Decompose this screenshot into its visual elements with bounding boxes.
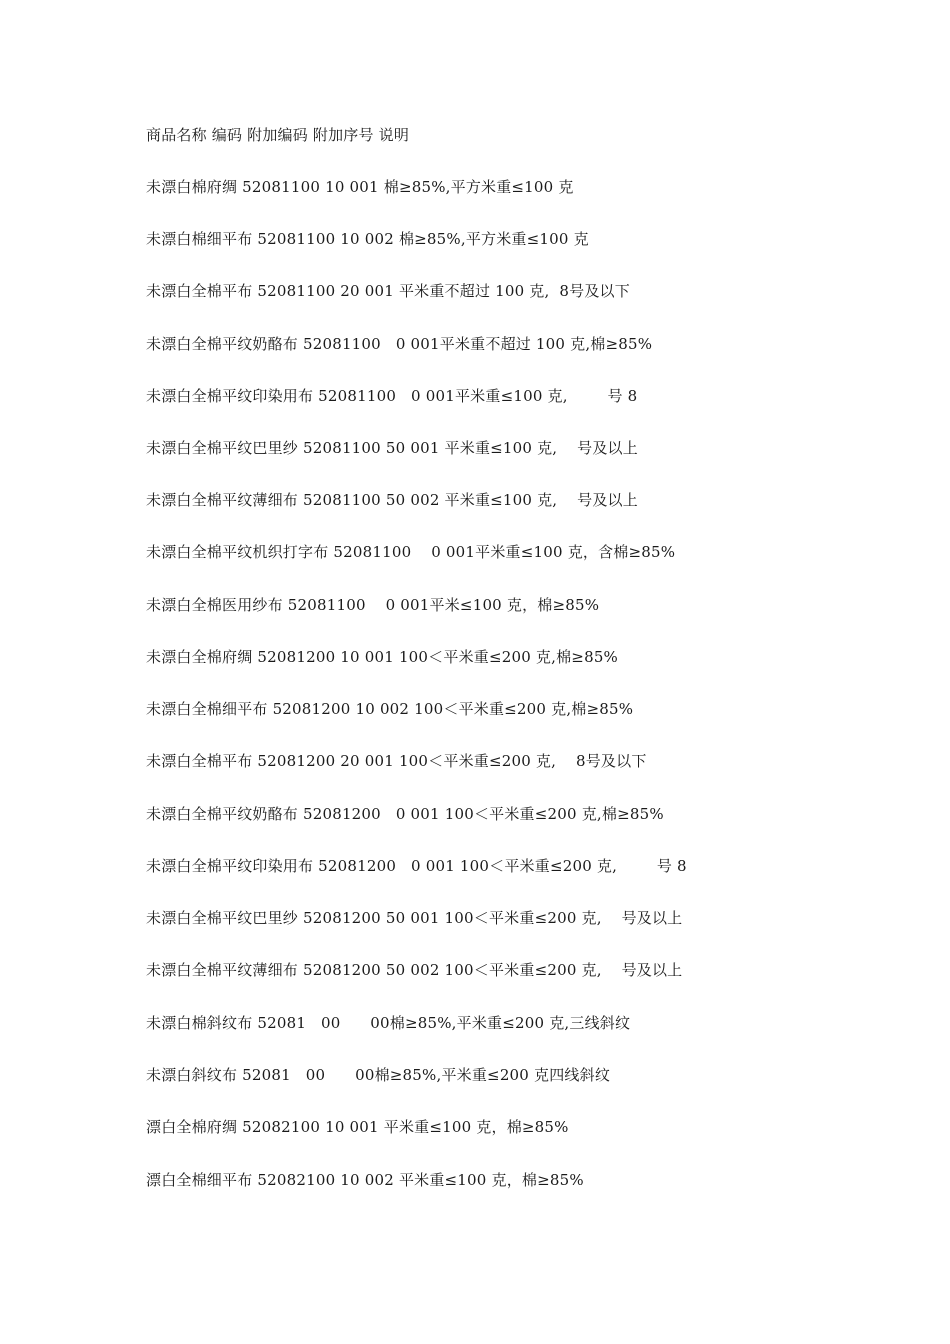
table-row: 未漂白斜纹布 52081 00 00棉≥85%,平米重≤200 克四线斜纹	[146, 1066, 611, 1084]
table-row: 未漂白全棉平纹印染用布 52081100 0 001平米重≤100 克, 号 8	[146, 387, 638, 405]
table-row: 未漂白全棉细平布 52081200 10 002 100＜平米重≤200 克,棉≥85%	[146, 700, 634, 718]
table-row: 未漂白全棉平纹印染用布 52081200 0 001 100＜平米重≤200 克, 号 8	[146, 857, 687, 875]
table-row: 未漂白棉细平布 52081100 10 002 棉≥85%,平方米重≤100 克	[146, 230, 589, 248]
table-row: 未漂白全棉医用纱布 52081100 0 001平米≤100 克，棉≥85%	[146, 596, 600, 614]
table-row: 未漂白棉府绸 52081100 10 001 棉≥85%,平方米重≤100 克	[146, 178, 574, 196]
table-row: 未漂白全棉平布 52081100 20 001 平米重不超过 100 克, 8号及以下	[146, 282, 630, 300]
table-row: 未漂白全棉平布 52081200 20 001 100＜平米重≤200 克, 8号及以下	[146, 752, 647, 770]
table-row: 未漂白全棉平纹薄细布 52081200 50 002 100＜平米重≤200 克, 号及以上	[146, 961, 683, 979]
table-row: 未漂白全棉平纹薄细布 52081100 50 002 平米重≤100 克, 号及以上	[146, 491, 638, 509]
table-row: 漂白全棉府绸 52082100 10 001 平米重≤100 克，棉≥85%	[146, 1118, 569, 1136]
table-row: 漂白全棉细平布 52082100 10 002 平米重≤100 克，棉≥85%	[146, 1171, 584, 1189]
table-row: 未漂白全棉平纹奶酪布 52081100 0 001平米重不超过 100 克,棉≥85%	[146, 335, 653, 353]
table-row: 未漂白全棉平纹巴里纱 52081100 50 001 平米重≤100 克, 号及以上	[146, 439, 638, 457]
table-row: 未漂白全棉平纹机织打字布 52081100 0 001平米重≤100 克，含棉≥85%	[146, 543, 676, 561]
table-row: 未漂白全棉平纹奶酪布 52081200 0 001 100＜平米重≤200 克,棉≥85%	[146, 805, 664, 823]
table-row: 未漂白全棉府绸 52081200 10 001 100＜平米重≤200 克,棉≥85%	[146, 648, 619, 666]
table-row: 未漂白全棉平纹巴里纱 52081200 50 001 100＜平米重≤200 克, 号及以上	[146, 909, 683, 927]
table-header: 商品名称 编码 附加编码 附加序号 说明	[146, 126, 410, 144]
table-row: 未漂白棉斜纹布 52081 00 00棉≥85%,平米重≤200 克,三线斜纹	[146, 1014, 631, 1032]
